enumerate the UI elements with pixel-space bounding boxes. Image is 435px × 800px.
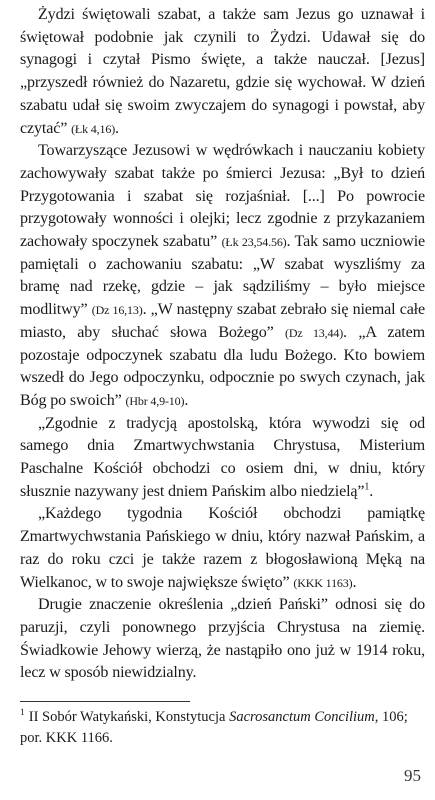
- paragraph-5: [20, 594, 425, 685]
- paragraph-3-text: „Zgodnie z tradycją apostolską, która wywodzi się od samego dnia Zmartwychwstania Chrystusa, Misterium Paschalne Kościół obchodzi co osiem dni, w dniu, który słusznie nazywany jest dniem Pańskim albo niedzielą”: [20, 414, 425, 500]
- footnote: [20, 707, 425, 749]
- footnote-number: 1: [20, 708, 25, 719]
- paragraph-4-text: „Każdego tygodnia Kościół obchodzi pamiątkę Zmartwychwstania Pańskiego w dniu, który nazwał Pańskim, a raz do roku czci je także razem z błogosławioną Męką na Wielkanoc, w to swoje największe święto”: [20, 505, 425, 591]
- footnote-text: II Sobór Watykański, Konstytucja: [28, 709, 230, 725]
- page-number: 95: [404, 766, 421, 785]
- bible-reference: (Łk 4,16): [71, 121, 116, 136]
- bible-reference: (Hbr 4,9-10): [125, 393, 185, 408]
- paragraph-1: [20, 4, 425, 140]
- paragraph-3-end: .: [369, 482, 374, 500]
- paragraph-2: [20, 140, 425, 412]
- main-text: [20, 4, 425, 685]
- bible-reference: (Łk 23,54.56): [221, 235, 287, 250]
- paragraph-2-text-cont: . „A zatem pozostaje odpoczynek szabatu dla ludu Bożego. Kto bowiem wszedł do Jego odpoczynku, odpocznie po swych czynach, jak Bóg po swoich”: [20, 323, 425, 409]
- footnote-divider: [20, 701, 190, 702]
- paragraph-1-text: Żydzi świętowali szabat, a także sam Jezus go uznawał i świętował podobnie jak czynili to Żydzi. Udawał się do synagogi i czytał Pismo święte, a także nauczał. [Jezus] „przyszedł również do Nazaretu, gdzie się wychował. W dzień szabatu udał się swoim zwyczajem do synagogi i powstał, aby czytać”: [20, 6, 425, 137]
- paragraph-2-text-cont: . Tak samo uczniowie pamiętali o zachowaniu szabatu: „W szabat wyszliśmy za bramę nad rzekę, gdzie – jak sądziliśmy – było miejsce modlitwy”: [20, 233, 426, 319]
- paragraph-1-end: .: [115, 119, 119, 137]
- paragraph-3: [20, 413, 425, 504]
- catechism-reference: (KKK 1163): [293, 575, 353, 590]
- footnote-text-end: , 106; por. KKK 1166.: [20, 709, 408, 746]
- paragraph-2-text: Towarzyszące Jezusowi w wędrówkach i nauczaniu kobiety zachowywały szabat także po śmierci Jezusa: „Był to dzień Przygotowania i szabat się rozjaśniał. [...] Po powrocie przygotowały wonności i olejki; lecz zgodnie z przykazaniem zachowały spoczynek szabatu”: [20, 142, 425, 251]
- bible-reference: (Dz 16,13): [91, 303, 143, 318]
- paragraph-5-text: Drugie znaczenie określenia „dzień Pański” odnosi się do paruzji, czyli ponownego przyjścia Chrystusa na ziemię. Świadkowie Jehowy wierzą, że nastąpiło ono już w 1914 roku, lecz w sposób niewidzialny.: [20, 596, 425, 682]
- footnote-document-title: Sacrosanctum Concilium: [229, 709, 375, 725]
- bible-reference: (Dz 13,44): [285, 325, 344, 340]
- paragraph-2-text-cont: . „W następny szabat zebrało się niemal całe miasto, aby słuchać słowa Bożego”: [20, 301, 425, 341]
- footnote-marker[interactable]: 1: [364, 481, 370, 493]
- paragraph-2-end: .: [184, 391, 189, 409]
- paragraph-4: [20, 503, 425, 594]
- paragraph-4-end: .: [352, 573, 357, 591]
